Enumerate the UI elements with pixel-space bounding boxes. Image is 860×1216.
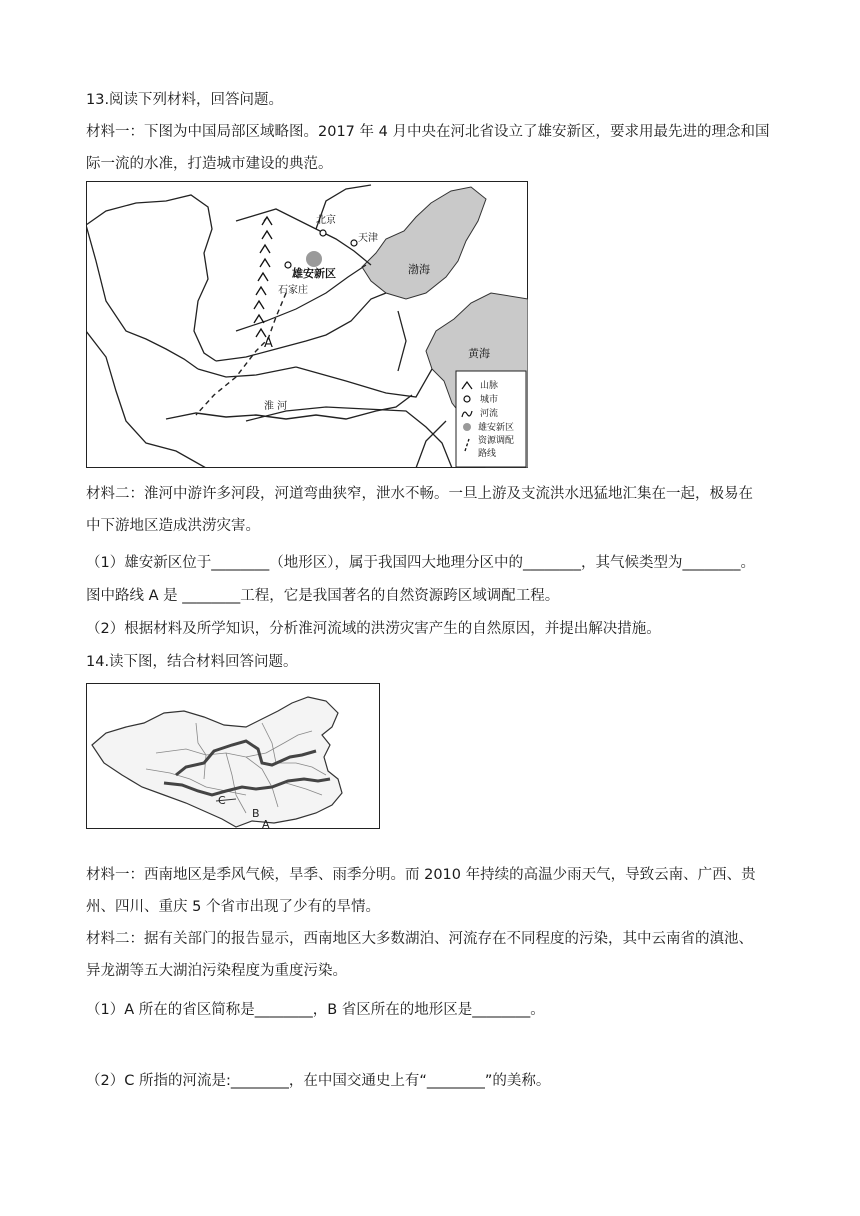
shijiazhuang-label: 石家庄: [278, 285, 308, 296]
beijing-label: 北京: [316, 215, 336, 226]
label-a: A: [262, 818, 270, 829]
resource-route: [196, 293, 286, 415]
label-b: B: [252, 807, 260, 820]
map-legend: [456, 371, 526, 467]
tianjin-label: 天津: [358, 233, 378, 244]
north-china-map: [86, 181, 528, 468]
huaihe-label: 淮 河: [264, 401, 288, 412]
q14-sub2: （2）C 所指的河流是:________，在中国交通史上有“________”的美称。: [86, 1073, 551, 1089]
legend-city-icon: [464, 396, 470, 402]
legend-route-line1: 资源调配: [478, 436, 515, 446]
legend-mountain: 山脉: [480, 381, 499, 391]
q14-material2-line2: 异龙湖等五大湖泊污染程度为重度污染。: [86, 963, 347, 979]
q14-material1-line1: 材料一：西南地区是季风气候，旱季、雨季分明。而 2010 年持续的高温少雨天气，导致云南、广西、贵: [86, 867, 756, 883]
bohai-sea: [362, 187, 486, 299]
q14-material1-line2: 州、四川、重庆 5 个省市出现了少有的旱情。: [86, 899, 380, 915]
q13-title: 13.阅读下列材料，回答问题。: [86, 92, 284, 108]
xiongan-marker: [306, 251, 322, 267]
q14-title: 14.读下图，结合材料回答问题。: [86, 654, 298, 670]
q14-sub1: （1）A 所在的省区简称是________，B 省区所在的地形区是________。: [86, 1002, 545, 1018]
q13-material1-line2: 际一流的水准，打造城市建设的典范。: [86, 156, 333, 172]
xiongan-label: 雄安新区: [292, 267, 336, 280]
huanghai-label: 黄海: [468, 347, 490, 360]
q13-sub2: （2）根据材料及所学知识，分析淮河流域的洪涝灾害产生的自然原因，并提出解决措施。: [86, 621, 661, 637]
q13-material2-line1: 材料二：淮河中游许多河段，河道弯曲狭窄，泄水不畅。一旦上游及支流洪水迅猛地汇集在一起，极易在: [86, 486, 753, 502]
legend-city: 城市: [480, 395, 499, 405]
legend-xiongan: 雄安新区: [478, 423, 515, 433]
bohai-label: 渤海: [408, 263, 430, 276]
shijiazhuang-marker: [285, 262, 291, 268]
legend-route-line2: 路线: [478, 449, 497, 459]
q13-sub1-line2: 图中路线 A 是 ________工程，它是我国著名的自然资源跨区域调配工程。: [86, 588, 560, 604]
q13-material1-line1: 材料一：下图为中国局部区域略图。2017 年 4 月中央在河北省设立了雄安新区，要求用最先进的理念和国: [86, 124, 770, 140]
china-outline: [92, 697, 342, 827]
label-c: C: [218, 794, 226, 807]
route-a-label: A: [264, 336, 273, 351]
beijing-marker: [320, 230, 326, 236]
q14-material2-line1: 材料二：据有关部门的报告显示，西南地区大多数湖泊、河流存在不同程度的污染，其中云南省的滇池、: [86, 931, 753, 947]
legend-river: 河流: [480, 409, 499, 419]
taihang-mountain-icons: [254, 217, 272, 337]
china-map: [86, 683, 380, 829]
tianjin-marker: [351, 240, 357, 246]
legend-xiongan-icon: [463, 423, 471, 431]
q13-sub1-line1: （1）雄安新区位于________（地形区），属于我国四大地理分区中的________，其气候类型为________。: [86, 555, 755, 571]
q13-material2-line2: 中下游地区造成洪涝灾害。: [86, 518, 260, 534]
huaihe-river: [166, 395, 412, 419]
